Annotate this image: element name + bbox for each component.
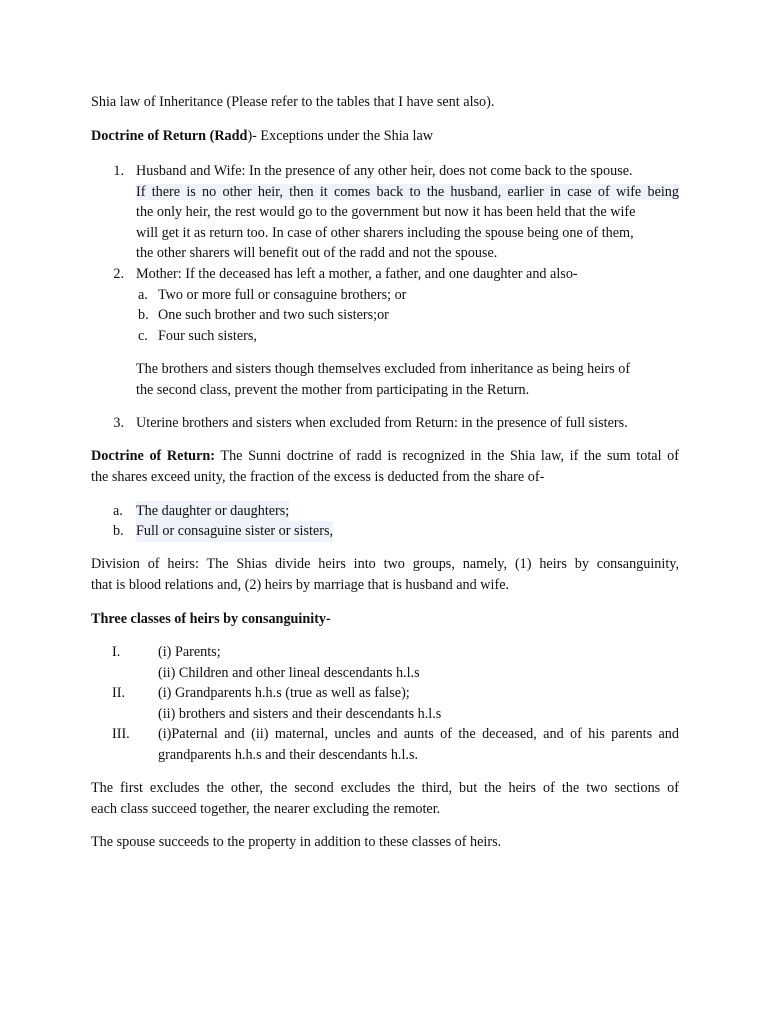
classes-heading: [91, 609, 679, 630]
spouse-paragraph: The spouse succeeds to the property in addition to these classes of heirs.: [91, 834, 502, 850]
return-line-2-text: the shares exceed unity, the fraction of the excess is deducted from the share of-: [91, 468, 545, 485]
return-line-1-text: The Sunni doctrine of radd is recognized in the Shia law, if the sum total of: [215, 448, 679, 464]
radd-heading-rest: )- Exceptions under the Shia law: [247, 128, 434, 144]
exception-1-line-1: Husband and Wife: In the presence of any other heir, does not come back to the spouse.: [136, 163, 633, 179]
class-1-line-2: (ii) Children and other lineal descendants h.l.s: [158, 664, 420, 681]
return-item-b-label: b.: [113, 523, 124, 539]
return-item-a-label: a.: [113, 503, 123, 519]
exception-1-line-2-text: If there is no other heir, then it comes back to the husband, earlier in case of wife being: [136, 183, 679, 200]
exception-2-text: Mother: If the deceased has left a mother, a father, and one daughter and also-: [136, 266, 578, 282]
class-2-line-2: (ii) brothers and sisters and their descendants h.l.s: [158, 705, 442, 722]
classes-heading-text: Three classes of heirs by consanguinity-: [91, 611, 331, 627]
exception-2-number: 2.: [113, 266, 124, 282]
return-item-a-text: The daughter or daughters;: [136, 501, 289, 522]
return-paragraph: [91, 446, 679, 487]
return-bold: Doctrine of Return:: [91, 448, 215, 464]
intro-paragraph: Shia law of Inheritance (Please refer to the tables that I have sent also).: [91, 94, 495, 110]
exception-1-line-5: the other sharers will benefit out of the radd and not the spouse.: [136, 245, 498, 262]
class-3-label: III.: [112, 726, 130, 742]
exclusion-line-2: each class succeed together, the nearer excluding the remoter.: [91, 800, 441, 817]
radd-heading-bold: Doctrine of Return (Radd: [91, 128, 248, 144]
class-1-label: I.: [112, 644, 121, 660]
radd-heading: [91, 126, 679, 147]
exception-1-line-3: the only heir, the rest would go to the government but now it has been held that the wife: [136, 204, 636, 221]
exception-2-note-line-2-text: the second class, prevent the mother from participating in the Return.: [136, 381, 530, 398]
sub-item-a-label: a.: [138, 287, 148, 303]
exception-1-text: [136, 161, 679, 264]
class-1-line-1: (i) Parents;: [158, 644, 221, 660]
exception-2-note-line-1: The brothers and sisters though themselves excluded from inheritance as being heirs of: [136, 361, 631, 377]
sub-item-a-text: Two or more full or consaguine brothers; or: [158, 287, 407, 303]
exception-1-line-4: will get it as return too. In case of other sharers including the spouse being one of them,: [136, 224, 634, 241]
sub-item-b-label: b.: [138, 307, 149, 323]
exception-1-line-2: [136, 182, 679, 203]
sub-item-c-text: Four such sisters,: [158, 328, 257, 344]
sub-item-b-text: One such brother and two such sisters;or: [158, 307, 389, 323]
class-3-line-1: (i)Paternal and (ii) maternal, uncles and aunts of the deceased, and of his parents and: [158, 726, 679, 742]
return-item-b-text: Full or consaguine sister or sisters,: [136, 521, 333, 542]
exception-2-note: [136, 359, 679, 400]
class-2-line-1: (i) Grandparents h.h.s (true as well as false);: [158, 685, 410, 701]
division-paragraph: [91, 554, 679, 595]
class-3-line-2: grandparents h.h.s and their descendants h.l.s.: [158, 746, 419, 763]
division-line-2: that is blood relations and, (2) heirs by marriage that is husband and wife.: [91, 576, 510, 593]
class-3-text: [158, 724, 679, 765]
sub-item-c-label: c.: [138, 328, 148, 344]
exception-2-note-line-2: [136, 380, 679, 401]
exception-1-number: 1.: [113, 163, 124, 179]
class-2-label: II.: [112, 685, 125, 701]
division-line-1: Division of heirs: The Shias divide heirs into two groups, namely, (1) heirs by consanguinity,: [91, 556, 679, 572]
class-2-text: [158, 683, 679, 724]
return-line-1: [91, 446, 679, 467]
exclusion-line-1: The first excludes the other, the second excludes the third, but the heirs of the two sections of: [91, 780, 679, 796]
exception-3-text: Uterine brothers and sisters when excluded from Return: in the presence of full sisters.: [136, 415, 628, 431]
return-line-2: [91, 467, 679, 488]
class-1-text: [158, 642, 679, 683]
exception-3-number: 3.: [113, 415, 124, 431]
exclusion-paragraph: [91, 778, 679, 819]
